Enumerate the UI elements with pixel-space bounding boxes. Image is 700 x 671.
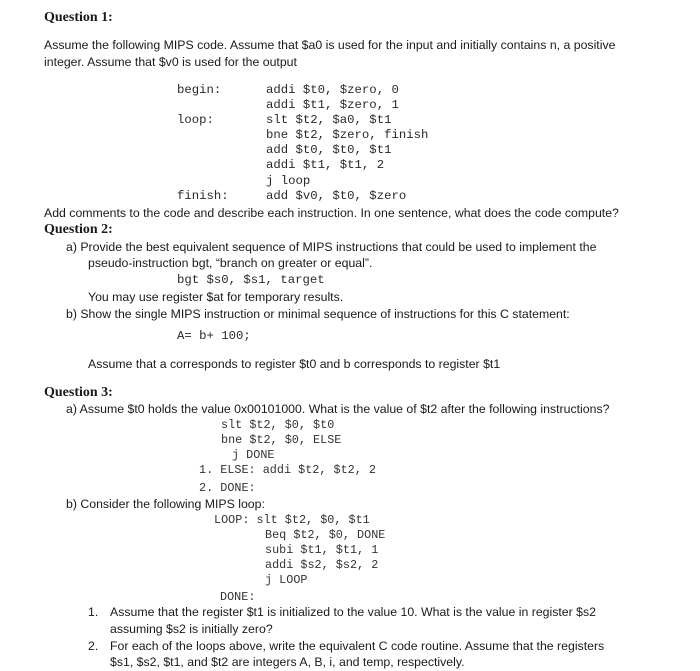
question-3-title: Question 3:: [44, 385, 113, 400]
label-begin: begin:: [177, 83, 222, 97]
q1-intro-line-1: Assume the following MIPS code. Assume that $a0 is used for the input and initially contains n, a positive: [44, 38, 616, 52]
q1-code-line: j loop: [266, 174, 311, 188]
q2b-code: A= b+ 100;: [177, 329, 251, 343]
q1-code-line: add $t0, $t0, $t1: [266, 143, 392, 157]
q2b-note: Assume that a corresponds to register $t0 and b corresponds to register $t1: [88, 357, 501, 371]
q3-item-text: assuming $s2 is initially zero?: [110, 622, 273, 636]
q3a-code-line: j DONE: [232, 448, 275, 462]
q3-item-number: 2.: [88, 639, 99, 653]
q3a-code-line: 2. DONE:: [199, 481, 256, 495]
q3b-code-line: subi $t1, $t1, 1: [265, 543, 379, 557]
q2a-line-1: a) Provide the best equivalent sequence of MIPS instructions that could be used to implement the: [66, 240, 597, 254]
question-2-title: Question 2:: [44, 222, 113, 237]
label-finish: finish:: [177, 189, 229, 203]
q3b-code-line: j LOOP: [265, 573, 308, 587]
q1-code-line: addi $t1, $zero, 1: [266, 98, 399, 112]
q3-item-text: Assume that the register $t1 is initialized to the value 10. What is the value in register $s2: [110, 605, 596, 619]
q1-code-line: addi $t0, $zero, 0: [266, 83, 399, 97]
q1-intro-line-2: integer. Assume that $v0 is used for the output: [44, 55, 297, 69]
q3-item-text: For each of the loops above, write the equivalent C code routine. Assume that the registers: [110, 639, 605, 653]
q3a-code-line: bne $t2, $0, ELSE: [221, 433, 342, 447]
q3-item-number: 1.: [88, 605, 99, 619]
q2a-line-2: pseudo-instruction bgt, “branch on greater or equal”.: [88, 256, 373, 270]
q3b-code-line: LOOP: slt $t2, $0, $t1: [214, 513, 370, 527]
q3-item-text: $s1, $s2, $t1, and $t2 are integers A, B, i, and temp, respectively.: [110, 655, 465, 669]
question-1-title: Question 1:: [44, 10, 113, 25]
q1-code-line: bne $t2, $zero, finish: [266, 128, 429, 142]
q1-code-line: addi $t1, $t1, 2: [266, 158, 385, 172]
q3b-line-1: b) Consider the following MIPS loop:: [66, 497, 265, 511]
q2a-note: You may use register $at for temporary results.: [88, 290, 344, 304]
q2a-code: bgt $s0, $s1, target: [177, 273, 325, 287]
q1-question-text: Add comments to the code and describe each instruction. In one sentence, what does the code compute?: [44, 206, 619, 220]
q1-code-line: add $v0, $t0, $zero: [266, 189, 407, 203]
q3b-code-line: Beq $t2, $0, DONE: [265, 528, 386, 542]
q2b-line-1: b) Show the single MIPS instruction or minimal sequence of instructions for this C statement:: [66, 307, 570, 321]
q3a-line-1: a) Assume $t0 holds the value 0x00101000. What is the value of $t2 after the following instructions?: [66, 402, 610, 416]
label-loop: loop:: [177, 113, 214, 127]
q3a-code-line: slt $t2, $0, $t0: [221, 418, 335, 432]
q3b-code-line: DONE:: [220, 590, 256, 604]
q1-code-line: slt $t2, $a0, $t1: [266, 113, 392, 127]
q3b-code-line: addi $s2, $s2, 2: [265, 558, 379, 572]
q3a-code-line: 1. ELSE: addi $t2, $t2, 2: [199, 463, 376, 477]
